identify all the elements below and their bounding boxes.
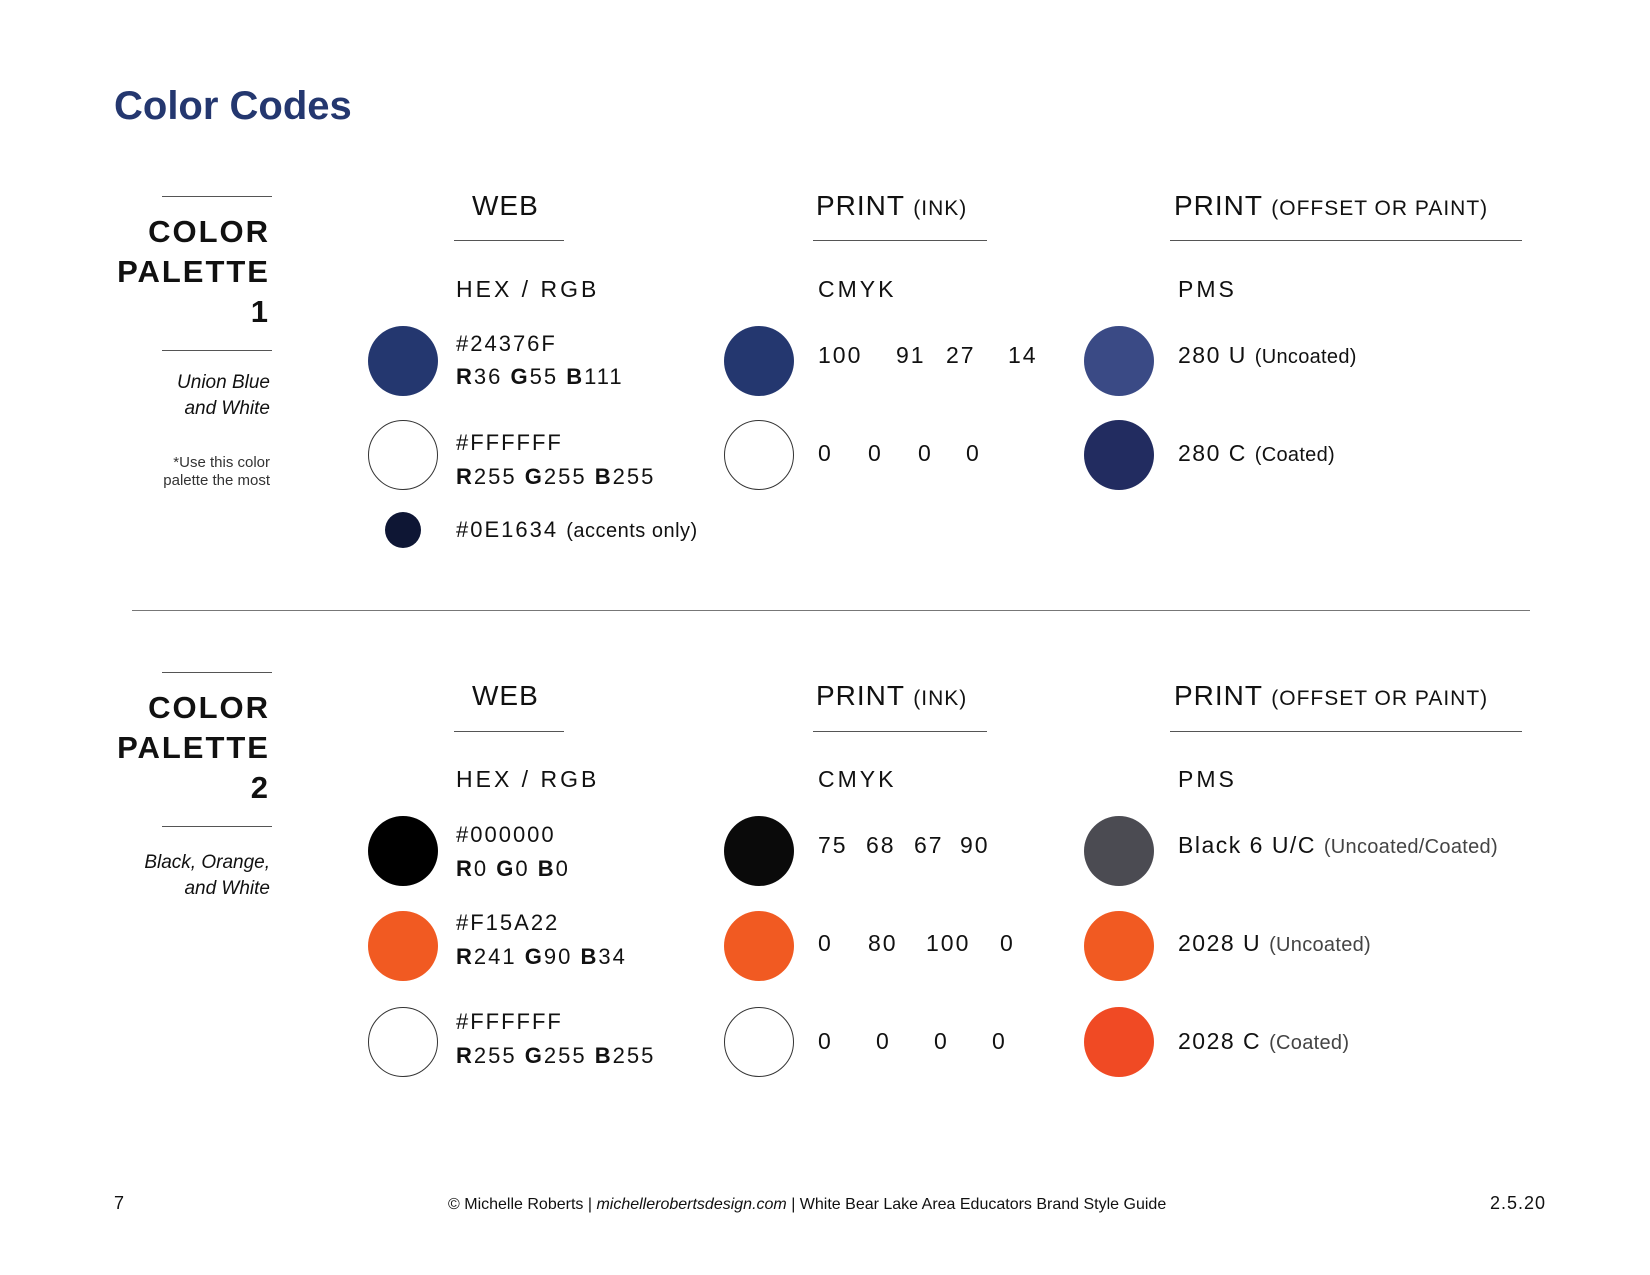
print-ink-heading-rule	[813, 731, 987, 732]
cmyk-values: 0 0 0 0	[818, 1028, 1007, 1054]
hex-rgb-subheading: HEX / RGB	[456, 276, 600, 302]
page-number: 7	[114, 1193, 125, 1213]
cmyk-values: 0 80 100 0	[818, 930, 1015, 956]
print-offset-column-heading: PRINT (OFFSET OR PAINT)	[1174, 190, 1489, 221]
swatch-2028u	[1084, 911, 1154, 981]
swatch-black	[368, 816, 438, 886]
section-divider	[132, 610, 1530, 611]
swatch-white-cmyk	[724, 420, 794, 490]
cmyk-subheading: CMYK	[818, 766, 897, 792]
pms-subheading: PMS	[1178, 276, 1237, 302]
swatch-union-blue-cmyk	[724, 326, 794, 396]
rgb-value: R241 G90 B34	[456, 944, 627, 969]
page-title: Color Codes	[114, 84, 352, 128]
rgb-value: R255 G255 B255	[456, 1043, 656, 1068]
web-heading-rule	[454, 240, 564, 241]
swatch-accent	[385, 512, 421, 548]
palette2-subtitle: Black, Orange, and White	[144, 852, 270, 899]
swatch-black-6	[1084, 816, 1154, 886]
pms-value: 2028 U (Uncoated)	[1178, 930, 1371, 956]
pms-value: 2028 C (Coated)	[1178, 1028, 1350, 1054]
palette2-title: COLOR PALETTE 2	[117, 690, 270, 805]
print-offset-heading-rule	[1170, 731, 1522, 732]
pms-value: 280 U (Uncoated)	[1178, 342, 1357, 368]
swatch-white	[368, 420, 438, 490]
swatch-2028c	[1084, 1007, 1154, 1077]
print-ink-column-heading: PRINT (INK)	[816, 680, 968, 711]
cmyk-values: 100 91 27 14	[818, 342, 1038, 368]
hex-value: #24376F	[456, 331, 557, 356]
swatch-orange	[368, 911, 438, 981]
pms-subheading: PMS	[1178, 766, 1237, 792]
print-offset-column-heading: PRINT (OFFSET OR PAINT)	[1174, 680, 1489, 711]
hex-value: #F15A22	[456, 910, 560, 935]
palette1-bottom-rule	[162, 350, 272, 351]
pms-value: 280 C (Coated)	[1178, 440, 1335, 466]
web-column-heading: WEB	[472, 680, 539, 711]
swatch-black-cmyk	[724, 816, 794, 886]
palette2-bottom-rule	[162, 826, 272, 827]
swatch-white	[368, 1007, 438, 1077]
web-column-heading: WEB	[472, 190, 539, 221]
footer-date: 2.5.20	[1490, 1193, 1547, 1213]
print-offset-heading-rule	[1170, 240, 1522, 241]
palette2-top-rule	[162, 672, 272, 673]
footer-site-link[interactable]: michellerobertsdesign.com	[596, 1196, 787, 1213]
rgb-value: R255 G255 B255	[456, 464, 656, 489]
pms-value: Black 6 U/C (Uncoated/Coated)	[1178, 832, 1498, 858]
accent-hex-value: #0E1634 (accents only)	[456, 517, 698, 542]
palette1-note: *Use this color palette the most	[163, 454, 270, 489]
hex-value: #FFFFFF	[456, 430, 563, 455]
swatch-union-blue	[368, 326, 438, 396]
palette1-title: COLOR PALETTE 1	[117, 214, 270, 329]
cmyk-subheading: CMYK	[818, 276, 897, 302]
hex-value: #000000	[456, 822, 556, 847]
rgb-value: R36 G55 B111	[456, 364, 624, 389]
swatch-orange-cmyk	[724, 911, 794, 981]
palette1-top-rule	[162, 196, 272, 197]
web-heading-rule	[454, 731, 564, 732]
cmyk-values: 75 68 67 90	[818, 832, 990, 858]
print-ink-column-heading: PRINT (INK)	[816, 190, 968, 221]
swatch-280c	[1084, 420, 1154, 490]
palette1-subtitle: Union Blue and White	[177, 372, 270, 419]
hex-rgb-subheading: HEX / RGB	[456, 766, 600, 792]
swatch-280u	[1084, 326, 1154, 396]
rgb-value: R0 G0 B0	[456, 856, 570, 881]
hex-value: #FFFFFF	[456, 1009, 563, 1034]
cmyk-values: 0 0 0 0	[818, 440, 981, 466]
print-ink-heading-rule	[813, 240, 987, 241]
footer-credit: © Michelle Roberts | michellerobertsdesign.com | White Bear Lake Area Educators Brand Style Guide	[448, 1196, 1167, 1213]
swatch-white-cmyk	[724, 1007, 794, 1077]
